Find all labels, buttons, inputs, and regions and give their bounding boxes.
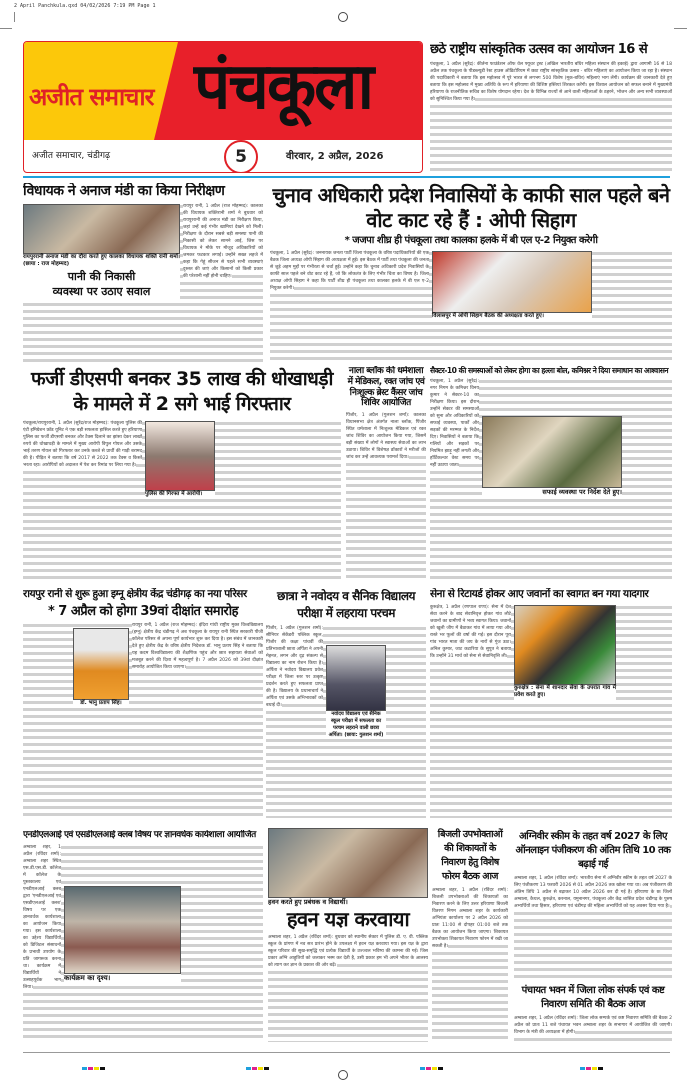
headline-festival: छठे राष्ट्रीय सांस्कृतिक उत्सव का आयोजन 16 से — [430, 42, 648, 57]
article-ignou-body — [23, 622, 263, 818]
issue-date: वीरवार, 2 अप्रैल, 2026 — [286, 151, 384, 162]
pull-quote-mandi — [23, 269, 180, 299]
article-text: रायपुर रानी, 1 अप्रैल (राज मोहम्मद): इंदिरा गांधी राष्ट्रीय मुक्त विश्वविद्यालय (इग्नू) क्षेत्रीय केंद्र चंडीगढ़ ने अब पंचकूला के रायपुर रानी स्थित सरकारी पीजी कॉलेज परिसर से अपना पूर्ण कार्यभार शुरू कर दिया है। इस संबंध में जानकारी देते हुए क्षेत्रीय केंद्र के वरिष्ठ क्षेत्रीय निदेशक डॉ. भानु प्रताप सिंह ने बताया कि यह कदम विश्वविद्यालय की शैक्षणिक पहुंच और छात्र सहायता सेवाओं को मजबूत करने की दिशा में महत्वपूर्ण है। 7 अप्रैल 2026 को 39वां दीक्षांत समारोह आयोजित किया जाएगा। — [132, 623, 263, 671]
article-sector10-body — [430, 378, 672, 579]
article-sihag-body — [270, 250, 672, 363]
color-registration-bar — [246, 1055, 270, 1074]
figure-fraud — [145, 421, 215, 499]
figure-sihag — [432, 251, 592, 321]
photo-credit: (छाया: गुलशन शर्मा) — [344, 732, 384, 738]
article-text: अम्बाला शहर, 1 अप्रैल (रविंदर शर्मा): अम्बाला शहर स्थित एस.डी.एस.डी. कॉलेज में कॉलेज के पुस्तकालय एवं एनडीएलआई क्लब द्वारा 'एनडीएलआई एवं एसडीएलआई क्लब' विषय पर एक ज्ञानवर्धक कार्यशाला का आयोजन किया गया। इस कार्यशाला का उद्देश्य विद्यार्थियों को डिजिटल संसाधनों के प्रभावी उपयोग के प्रति जागरूक करना था। कार्यक्रम में विद्यार्थियों ने उत्साहपूर्वक भाग लिया। — [23, 844, 61, 990]
headline-camp: नाला ब्लॉक की धर्मशाला में मेडिकल, रक्त जांच एवं निःशुल्क ब्रेस्ट कैंसर जांच शिविर आयोजित — [347, 366, 425, 409]
article-sihag — [270, 183, 672, 363]
headline-havan: हवन यज्ञ करवाया — [286, 907, 410, 931]
article-navodaya — [266, 588, 426, 818]
article-army-body — [430, 604, 672, 818]
headline-mandi: विधायक ने अनाज मंडी का किया निरीक्षण — [23, 183, 225, 199]
article-mandi — [23, 183, 263, 365]
color-registration-bar — [580, 1055, 604, 1074]
article-havan — [268, 828, 428, 1042]
footer-rule — [23, 1052, 670, 1055]
crop-mark — [0, 28, 12, 29]
article-electricity-body — [432, 887, 508, 1042]
photo-sector10 — [482, 416, 622, 488]
color-registration-bar — [420, 1055, 444, 1074]
article-camp-body — [346, 412, 426, 579]
crop-mark — [674, 28, 687, 29]
photo-fraud — [145, 421, 215, 491]
photo-credit: (छाया : राज मोहम्मद) — [23, 261, 70, 268]
article-text: अम्बाला शहर, 1 अप्रैल (रविंदर शर्मा): बिजली उपभोक्ताओं की शिकायतों का निवारण करने के लिए उत्तर हरियाणा बिजली वितरण निगम अम्बाला शहर के कार्यकारी अभियंता कार्यालय पर 2 अप्रैल 2026 को प्रातः 11:00 से दोपहर 01:00 बजे तक बैठक का आयोजन किया जाएगा। शिकायत उपभोक्ता शिकायत निवारण फोरम में रखी जा सकती है। — [432, 888, 508, 949]
caption-fraud: पुलिस की गिरफ्त में आरोपी। — [145, 491, 215, 499]
article-text: अम्बाला शहर, 1 अप्रैल (रविंदर शर्मा): जिला लोक सम्पर्क एवं कष्ट निवारण समिति की बैठक 2 अप्रैल को प्रातः 11 बजे पंचायत भवन अम्बाला शहर के सभागार में आयोजित की जाएगी। विभाग के मंत्री की अध्यक्षता में होगी। — [514, 1016, 672, 1035]
article-festival — [430, 42, 672, 172]
caption-text: रायपुररानी अनाज मंडी का दौरा करते हुए कालका विधायक शक्ति रानी शर्मा। — [23, 253, 180, 260]
headline-sihag: चुनाव अधिकारी प्रदेश निवासियों के काफी साल पहले बने वोट काट रहे हैं : ओपी सिहाग — [272, 183, 670, 232]
article-panchayat-body — [514, 1015, 672, 1042]
crop-mark — [14, 12, 15, 22]
subhead-ignou: * 7 अप्रैल को होगा 39वां दीक्षांत समारोह — [47, 603, 239, 619]
figure-navodaya — [326, 645, 386, 739]
edition-location: अजीत समाचार, चंडीगढ़ — [32, 151, 111, 161]
article-text: रायपुर रानी, 1 अप्रैल (राज मोहम्मद): कालका की विधायक शक्तिरानी शर्मा ने बुधवार को रायपुररानी की अनाज मंडी का निरीक्षण किया, जहां उन्हें कई गंभीर खामियां देखने को मिलीं। निरीक्षण के दौरान सबसे बड़ी समस्या पानी की निकासी को लेकर सामने आई, जिस पर विधायक ने मौके पर मौजूद अधिकारियों को जमकर फटकार लगाई। उन्होंने सख्त लहजे में कहा कि गेहूं सीजन से पहले सभी व्यवस्थाएं दुरुस्त की जाएं और किसानों को किसी प्रकार की परेशानी नहीं होनी चाहिए। — [183, 203, 263, 279]
headline-navodaya: छात्रा ने नवोदय व सैनिक विद्यालय परीक्षा में लहराया परचम — [277, 589, 415, 620]
figure-mandi — [23, 204, 180, 299]
article-electricity — [432, 828, 508, 1042]
pull-quote-line: व्यवस्था पर उठाए सवाल — [52, 284, 151, 298]
headline-agniveer: अग्निवीर स्कीम के तहत वर्ष 2027 के लिए ऑनलाइन पंजीकरण की अंतिम तिथि 10 तक बढ़ाई गई — [515, 831, 671, 870]
newspaper-logo: अजीत समाचार — [29, 83, 154, 111]
article-text: कुरुक्षेत्र, 1 अप्रैल (रणपाल राणा): सेना में देश सेवा करने के बाद सेवानिवृत्त होकर गांव लौटे जवानों का ग्रामीणों ने भव्य स्वागत किया। जवानों को खुली जीप में बैठाकर गांव में लाया गया और रास्ते भर फूलों की वर्षा की गई। इस दौरान पूरा गांव भारत माता की जय के नारों से गूंज उठा। अनिल कुमार, जाट कटारिया के सुपुत्र ने बताया कि उन्होंने 31 मार्च को सेना से सेवानिवृत्ति ली। — [430, 604, 511, 659]
article-camp — [346, 366, 426, 579]
headline-ignou: रायपुर रानी से शुरू हुआ इग्नू क्षेत्रीय केंद्र चंडीगढ़ का नया परिसर — [23, 588, 247, 600]
caption-sihag: विलासपुर में ओपी सिहाग बैठक की अध्यक्षता करते हुए। — [432, 313, 592, 321]
subhead-sihag: * जजपा शीघ्र ही पंचकूला तथा कालका हलके में बी एल ए-2 नियुक्त करेगी — [344, 235, 598, 246]
figure-ignou — [73, 628, 129, 708]
photo-havan — [268, 828, 428, 898]
headline-army: सेना से रिटायर्ड होकर आए जवानों का स्वागत बन गया यादगार — [430, 588, 649, 600]
color-registration-bar — [82, 1055, 106, 1074]
article-ignou — [23, 588, 263, 818]
article-mandi-body — [23, 203, 263, 365]
article-text: अम्बाला शहर, 1 अप्रैल (रविंदर शर्मा): भारतीय सेना में अग्निवीर स्कीम के तहत वर्ष 2027 के लिए पंजीकरण 13 फरवरी 2026 से 01 अप्रैल 2026 तक खोला गया था। अब पंजीकरण की अंतिम तिथि 1 अप्रैल से बढ़ाकर 10 अप्रैल 2026 कर दी गई है। हरियाणा के छः जिलों अम्बाला, कैथल, कुरुक्षेत्र, करनाल, यमुनानगर, पंचकूला और केंद्र शासित प्रदेश चंडीगढ़ के पुरुष अभ्यर्थियों तथा हिसार, हरियाणा एवं चंडीगढ़ की महिला अभ्यर्थियों को यह अवसर दिया गया है। — [514, 876, 672, 909]
photo-ndli — [64, 886, 181, 974]
article-text: पिंजौर, 1 अप्रैल (गुलशन शर्मा): कालका विधानसभा क्षेत्र अंतर्गत नाला ब्लॉक, पिंजौर स्थित धर्मशाला में निःशुल्क मेडिकल एवं रक्त जांच शिविर का आयोजन किया गया, जिसमें बड़ी संख्या में लोगों ने स्वास्थ्य सेवाओं का लाभ उठाया। शिविर में विशेषज्ञ डॉक्टरों ने मरीजों की जांच कर उन्हें आवश्यक परामर्श दिया। — [346, 413, 426, 461]
caption-havan: हवन करते हुए प्रबंधक व विद्यार्थी। — [268, 898, 428, 907]
photo-ignou — [73, 628, 129, 700]
caption-army: कुरुक्षेत्र : सेना में शानदार सेवा के उपरांत गांव में प्रवेश करते हुए। — [514, 684, 616, 699]
section-rule — [23, 176, 670, 178]
headline-fraud: फर्जी डीएसपी बनकर 35 लाख की धोखाधड़ी के मामले में 2 सगे भाई गिरफ्तार — [31, 368, 333, 415]
caption-ignou: डॉ. भानु प्रताप सिंह। — [73, 700, 129, 708]
article-agniveer — [514, 830, 672, 982]
pull-quote-line: पानी की निकासी — [67, 269, 136, 283]
article-fraud-body — [23, 420, 341, 579]
edition-title: पंचकूला — [194, 50, 373, 124]
article-army — [430, 588, 672, 818]
article-sector10 — [430, 366, 672, 579]
headline-panchayat: पंचायत भवन में जिला लोक संपर्क एवं कष्ट निवारण समिति की बैठक आज — [521, 985, 665, 1010]
print-slug: 2 April Panchkula.qxd 04/02/2026 7:19 PM Page 1 — [14, 3, 156, 9]
caption-navodaya — [326, 711, 386, 739]
article-festival-body — [430, 61, 672, 172]
article-panchayat — [514, 984, 672, 1042]
caption-ndli: कार्यक्रम का दृश्य। — [64, 974, 181, 983]
page-number: 5 — [224, 140, 258, 173]
article-ndli — [23, 830, 263, 1042]
photo-navodaya — [326, 645, 386, 711]
article-navodaya-body — [266, 625, 426, 818]
article-text: अम्बाला शहर, 1 अप्रैल (रविंदर शर्मा): बुधवार को स्थानीय सेक्टर में पुलिस डी. ए. वी. पब्लिक स्कूल के प्रांगण में नव सत्र प्रारंभ होने के उपलक्ष्य में हवन यज्ञ करवाया गया। इस यज्ञ के द्वारा स्कूल परिवार की सुख-समृद्धि एवं प्रत्येक विद्यार्थी के उज्ज्वल भविष्य की कामना की गई। जिस प्रकार अग्नि आहुतियों को जलाकर भस्म कर देती है, उसी प्रकार हम भी अपने भीतर के आलस्य को त्याग कर ज्ञान के प्रकाश की ओर बढ़ें। — [268, 935, 428, 968]
figure-army — [514, 605, 616, 700]
figure-ndli — [64, 886, 181, 983]
caption-sector10: सफाई व्यवस्था पर निर्देश देते हुए। — [482, 488, 622, 497]
photo-sihag — [432, 251, 592, 313]
article-agniveer-body — [514, 875, 672, 982]
caption-text: नवोदय विद्यालय एवं सैनिक स्कूल परीक्षा में सफलता का परचम लहराने वाली छात्रा अर्पिता। — [328, 711, 382, 738]
article-text: पंचकूला/रायपुररानी, 1 अप्रैल (सुरेंद्र/राज मोहम्मद): पंचकूला पुलिस की एंटी इमिग्रेशन फ्रॉड यूनिट ने एक बड़ी सफलता हासिल करते हुए हरियाणा पुलिस का फर्जी डीएसपी बनकर और टैक्स दिलाने का झांसा देकर लाखों रुपये की धोखाधड़ी के मामले में मुख्य आरोपी विपुल गोयल और उसके भाई तरुण गोयल को गिरफ्तार कर उनके कब्जे से प्रार्थी की गाड़ी बरामद की है। पीड़ित ने बताया कि वर्ष 2017 से 2022 तक टैक्स व किस्तें भरता रहा। आरोपियों को अदालत में पेश कर रिमांड पर लिया गया है। — [23, 421, 142, 468]
registration-mark — [338, 12, 348, 22]
headline-ndli: एनडीएलआई एवं एसडीएलआई क्लब विषय पर ज्ञानवर्धक कार्यशाला आयोजित — [23, 830, 256, 840]
figure-sector10 — [482, 416, 622, 497]
article-text: पिंजौर, 1 अप्रैल (गुलशन शर्मा): सीनियर सेकेंडरी पब्लिक स्कूल, पिंजौर की कक्षा पांचवीं की प्रतिभाशाली छात्रा अर्पिता ने अपनी मेहनत, लगन और दृढ़ संकल्प से विद्यालय का नाम रोशन किया है। अर्पिता ने नवोदय विद्यालय प्रवेश परीक्षा में जिला स्तर पर उत्कृष्ट प्रदर्शन करते हुए सफलता प्राप्त की है। विद्यालय के प्रधानाचार्य ने अर्पिता एवं उसके अभिभावकों को बधाई दी। — [266, 626, 323, 708]
article-fraud — [23, 367, 341, 579]
article-text: पंचकूला, 1 अप्रैल (सुरेंद्र): नगर निगम के कमिश्नर विनय कुमार ने सेक्टर-10 का निरीक्षण किया। इस दौरान उन्होंने सेक्टर की समस्याओं को सुना और अधिकारियों को सफाई व्यवस्था, पार्कों और सड़कों की मरम्मत के निर्देश दिए। निवासियों ने बताया कि गलियों और सड़कों पर नियमित झाड़ू नहीं लगती और हॉर्टिकल्चर वेस्ट समय पर नहीं उठाया जाता। — [430, 379, 479, 469]
article-text: पंचकूला, 1 अप्रैल (सुरेंद्र): जननायक जनता पार्टी जिला पंचकूला के वरिष्ठ पदाधिकारियों की एक बैठक जिला अध्यक्ष ओपी सिहाग की अध्यक्षता में हुई। इस बैठक में पार्टी तथा पंचकूला की जनता से जुड़े अहम मुद्दों पर गंभीरता से चर्चा हुई। उन्होंने कहा कि चुनाव अधिकारी प्रदेश निवासियों के काफी साल पहले बने वोट काट रहे हैं, जो कि लोकतंत्र के लिए गंभीर चिंता का विषय है। जिला अध्यक्ष ओपी सिहाग ने कहा कि पार्टी शीघ्र ही पंचकूला तथा कालका हलके में बी एल ए-2 नियुक्त करेगी। — [270, 251, 430, 291]
registration-mark — [338, 1070, 348, 1080]
article-havan-body — [268, 934, 428, 1042]
headline-electricity: बिजली उपभोक्ताओं की शिकायतों के निवारण हेतु विशेष फोरम बैठक आज — [437, 829, 503, 882]
article-text: पंचकूला, 1 अप्रैल (सुरेंद्र): कीर्तना फाउंडेशन ऑफ वेल फ्यूचर ट्रस्ट (अखिल भारतीय बधिर महिला संस्थान की इकाई) द्वारा आगामी 16 से 18 अप्रैल तक पंचकूला के पीडब्ल्यूडी रेस्ट हाउस ऑडिटोरियम में छठा राष्ट्रीय सांस्कृतिक उत्सव - बधिर महिलाएं का आयोजन किया जा रहा है। संस्थान की पदाधिकारी ने बताया कि इस महोत्सव में पूरे भारत से लगभग 500 विशेष (मूक-बधिर) महिलाएं भाग लेंगी। कार्यक्रम की जानकारी देते हुए बताया कि इस महोत्सव में मुख्य अतिथि के रूप में हरियाणा की विशिष्ट हस्तियां शिरकत करेंगी। इस विशाल आयोजन को सफल बनाने में मुख्यमंत्री हरियाणा के राजनीतिक सचिव का विशेष योगदान रहेगा। देश के विभिन्न राज्यों से आने वाली महिलाओं के ठहरने, भोजन और अन्य सभी व्यवस्थाओं को सुनिश्चित किया गया है। — [430, 61, 672, 102]
headline-sector10: सैक्टर-10 की समस्याओं को लेकर होगा का हल्ला बोल, कमिश्नर ने दिया समाधान का आश्वासन — [430, 366, 669, 375]
photo-army — [514, 605, 616, 685]
masthead — [23, 41, 423, 173]
article-ndli-body — [23, 844, 263, 1042]
caption-mandi — [23, 254, 180, 269]
photo-mandi — [23, 204, 180, 254]
